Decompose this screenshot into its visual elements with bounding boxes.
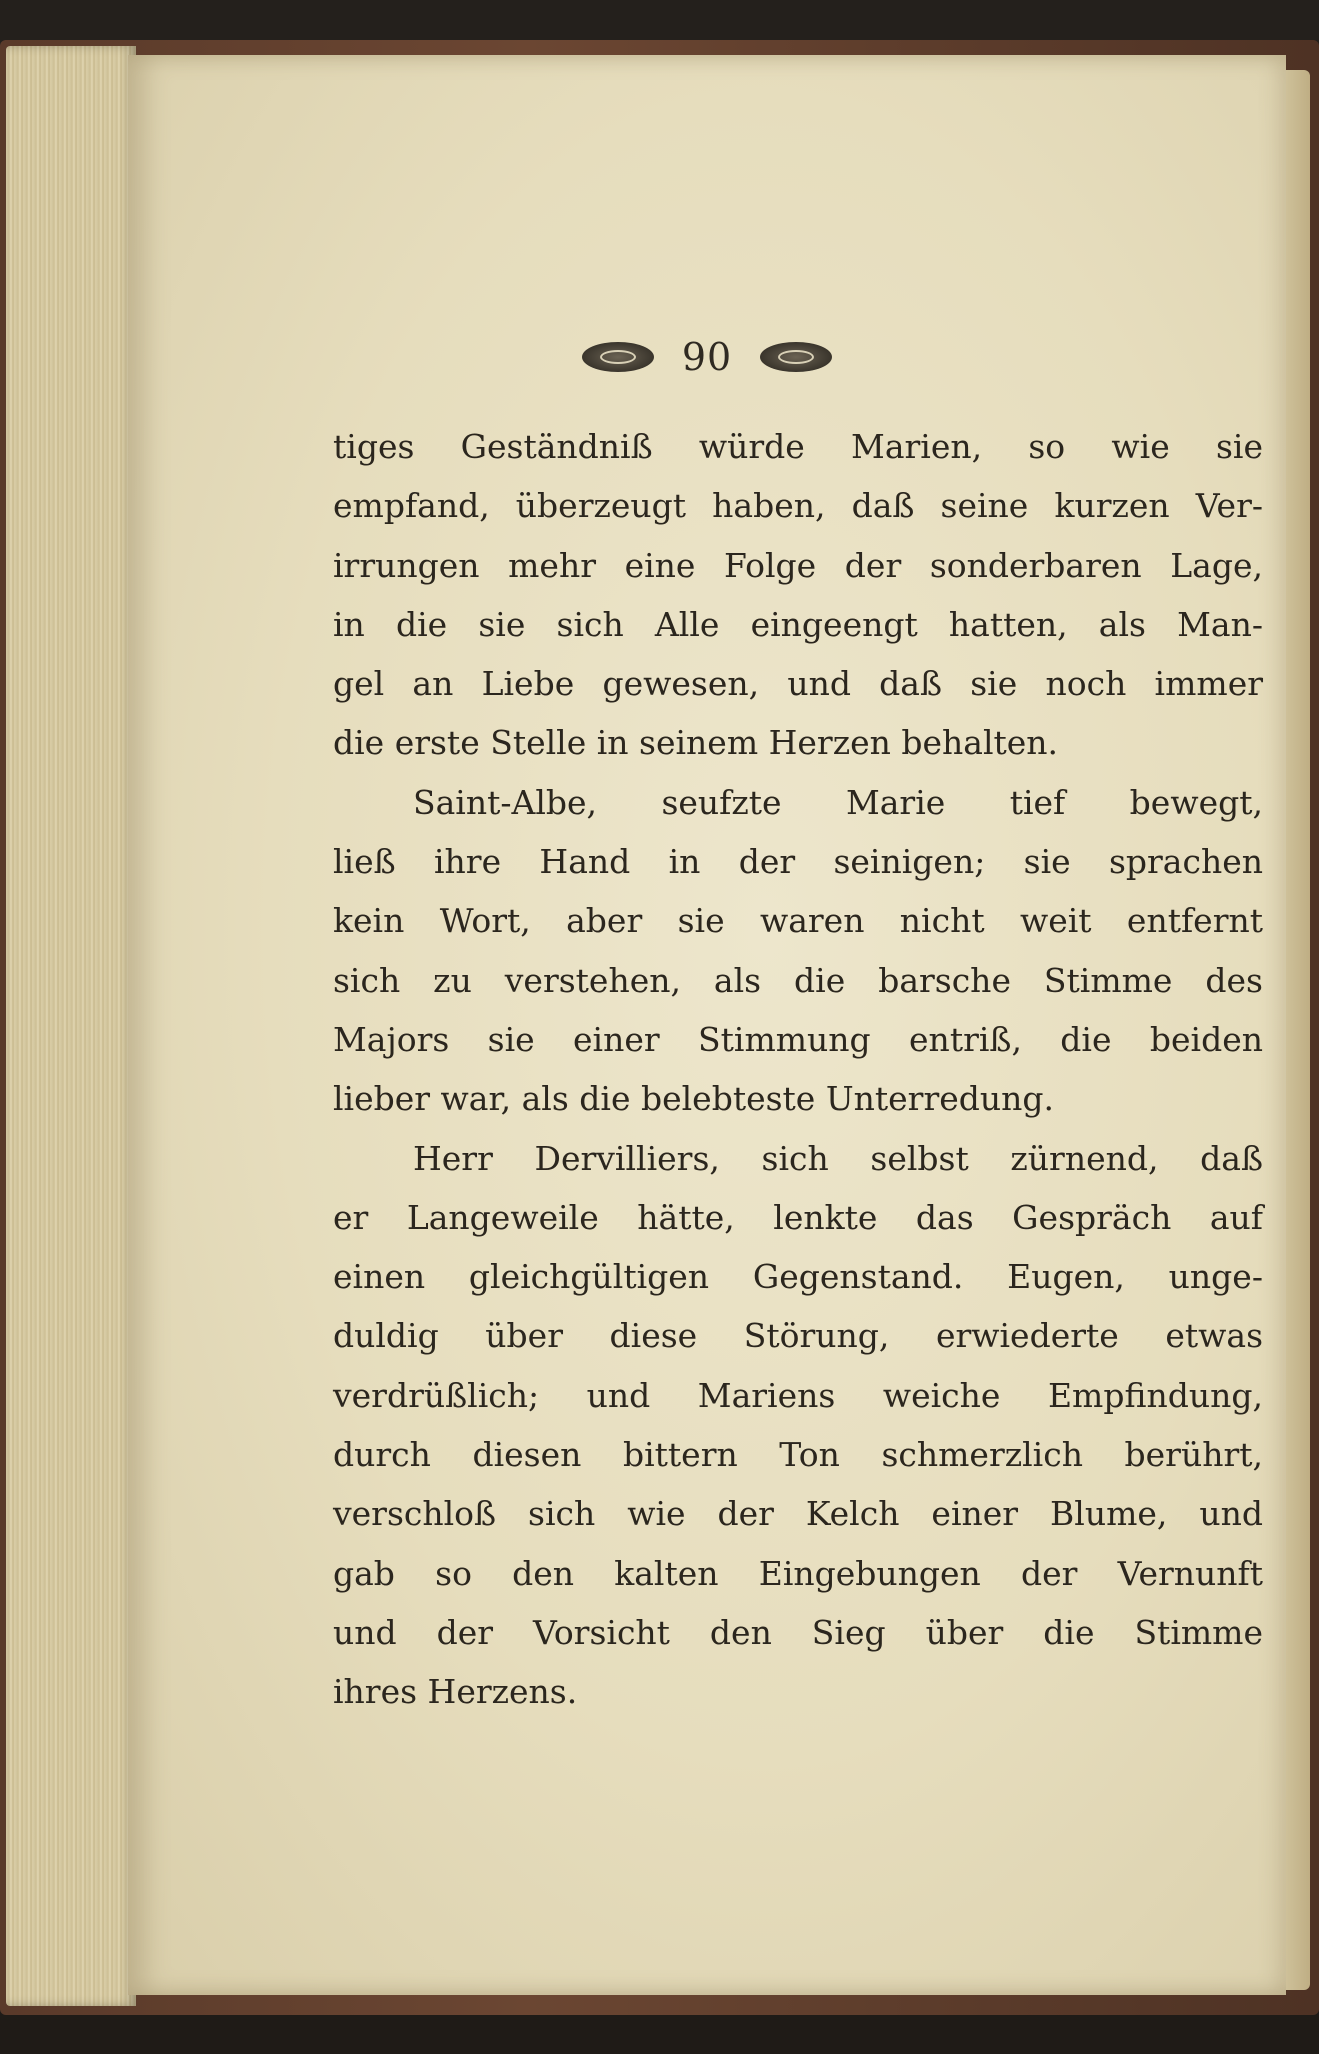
text-line: sich zu verstehen, als die barsche Stimme des [333, 960, 1263, 1000]
book-page [128, 55, 1286, 1995]
text-line: kein Wort, aber sie waren nicht weit entfernt [333, 901, 1263, 941]
text-line: Saint-Albe, seufzte Marie tief bewegt, [413, 782, 1263, 822]
right-page-edge [1284, 70, 1310, 1990]
text-line: er Langeweile hätte, lenkte das Gespräch auf [333, 1197, 1263, 1237]
page-header [128, 335, 1286, 379]
ornament-right-icon [760, 342, 832, 372]
page-number: 90 [681, 335, 733, 379]
text-line: verschloß sich wie der Kelch einer Blume, und [333, 1494, 1263, 1534]
ornament-left-icon [582, 342, 654, 372]
text-line: und der Vorsicht den Sieg über die Stimme [333, 1612, 1263, 1652]
text-line: ihres Herzens. [333, 1672, 578, 1712]
page-edges [6, 46, 136, 2006]
body-text [333, 417, 1263, 1722]
text-line: ließ ihre Hand in der seinigen; sie sprachen [333, 842, 1263, 882]
text-line: gab so den kalten Eingebungen der Vernunft [333, 1553, 1263, 1593]
text-line: gel an Liebe gewesen, und daß sie noch immer [333, 664, 1263, 704]
text-line: verdrüßlich; und Mariens weiche Empfindung, [333, 1375, 1263, 1415]
text-line: die erste Stelle in seinem Herzen behalten. [333, 723, 1059, 763]
text-line: Majors sie einer Stimmung entriß, die beiden [333, 1019, 1263, 1059]
text-line: empfand, überzeugt haben, daß seine kurzen Ver- [333, 486, 1263, 526]
text-line: lieber war, als die belebteste Unterredung. [333, 1079, 1055, 1119]
text-line: einen gleichgültigen Gegenstand. Eugen, unge- [333, 1257, 1263, 1297]
text-line: durch diesen bittern Ton schmerzlich berührt, [333, 1435, 1263, 1475]
text-line: duldig über diese Störung, erwiederte etwas [333, 1316, 1263, 1356]
text-line: tiges Geständniß würde Marien, so wie sie [333, 427, 1263, 466]
text-line: irrungen mehr eine Folge der sonderbaren Lage, [333, 545, 1263, 585]
text-line: in die sie sich Alle eingeengt hatten, als Man- [333, 604, 1263, 644]
text-line: Herr Dervilliers, sich selbst zürnend, daß [413, 1138, 1263, 1178]
